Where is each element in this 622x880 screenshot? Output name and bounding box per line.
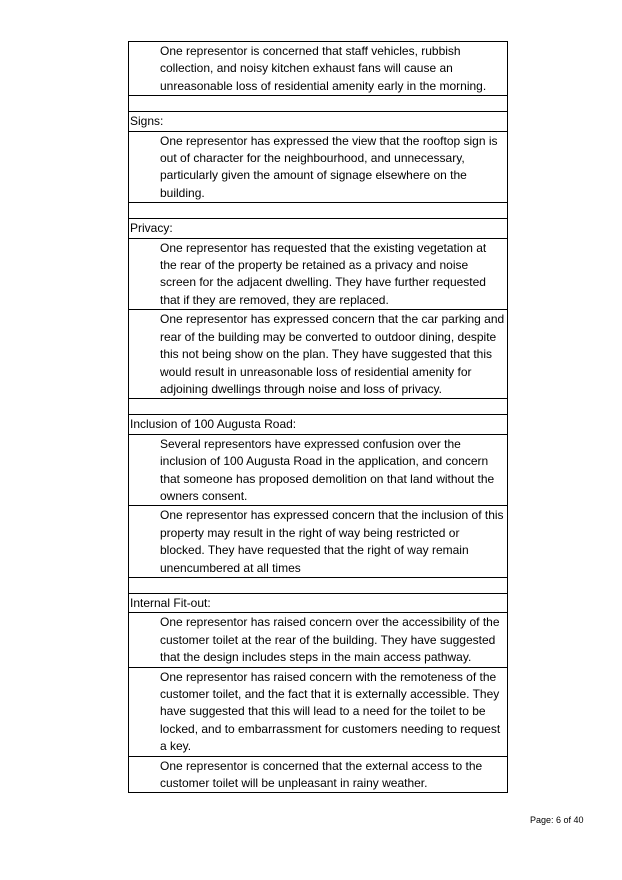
spacer-row bbox=[129, 577, 508, 593]
representation-text: One representor is concerned that staff vehicles, rubbish collection, and noisy kitchen exhaust fans will cause an unreasonable loss of residential amenity early in the morning. bbox=[129, 42, 508, 96]
representation-row bbox=[129, 131, 508, 203]
representation-row bbox=[129, 667, 508, 756]
representations-table bbox=[128, 41, 508, 793]
page-number: Page: 6 of 40 bbox=[530, 815, 584, 825]
spacer-cell bbox=[129, 399, 508, 415]
section-heading-row bbox=[129, 112, 508, 131]
spacer-cell bbox=[129, 203, 508, 219]
representation-text: One representor is concerned that the external access to the customer toilet will be unpleasant in rainy weather. bbox=[129, 756, 508, 793]
representation-text: One representor has raised concern over the accessibility of the customer toilet at the rear of the building. They have suggested that the design includes steps in the main access pathway. bbox=[129, 613, 508, 667]
spacer-row bbox=[129, 399, 508, 415]
representation-text: One representor has requested that the existing vegetation at the rear of the property be retained as a privacy and noise screen for the adjacent dwelling. They have further requested that if they are removed, they are replaced. bbox=[129, 238, 508, 310]
representation-row bbox=[129, 238, 508, 310]
section-heading: Privacy: bbox=[129, 219, 508, 238]
spacer-cell bbox=[129, 96, 508, 112]
representation-row bbox=[129, 613, 508, 667]
representation-row bbox=[129, 42, 508, 96]
representation-text: Several representors have expressed confusion over the inclusion of 100 Augusta Road in the application, and concern that someone has proposed demolition on that land without the owners consent. bbox=[129, 434, 508, 506]
section-heading: Inclusion of 100 Augusta Road: bbox=[129, 415, 508, 434]
spacer-row bbox=[129, 203, 508, 219]
section-heading-row bbox=[129, 415, 508, 434]
representation-text: One representor has expressed concern that the car parking and rear of the building may be converted to outdoor dining, despite this not being show on the plan. They have suggested that this would result in unreasonable loss of residential amenity for adjoining dwellings through noise and loss of privacy. bbox=[129, 310, 508, 399]
spacer-cell bbox=[129, 577, 508, 593]
section-heading: Internal Fit-out: bbox=[129, 593, 508, 612]
section-heading-row bbox=[129, 219, 508, 238]
spacer-row bbox=[129, 96, 508, 112]
representation-row bbox=[129, 310, 508, 399]
representation-text: One representor has raised concern with the remoteness of the customer toilet, and the fact that it is externally accessible. They have suggested that this will lead to a need for the toilet to be locked, and to embarrassment for customers needing to request a key. bbox=[129, 667, 508, 756]
representation-row bbox=[129, 506, 508, 578]
table-body bbox=[129, 42, 508, 793]
section-heading-row bbox=[129, 593, 508, 612]
representation-row bbox=[129, 756, 508, 793]
representation-text: One representor has expressed the view that the rooftop sign is out of character for the neighbourhood, and unnecessary, particularly given the amount of signage elsewhere on the building. bbox=[129, 131, 508, 203]
representation-row bbox=[129, 434, 508, 506]
representation-text: One representor has expressed concern that the inclusion of this property may result in the right of way being restricted or blocked. They have requested that the right of way remain unencumbered at all times bbox=[129, 506, 508, 578]
section-heading: Signs: bbox=[129, 112, 508, 131]
